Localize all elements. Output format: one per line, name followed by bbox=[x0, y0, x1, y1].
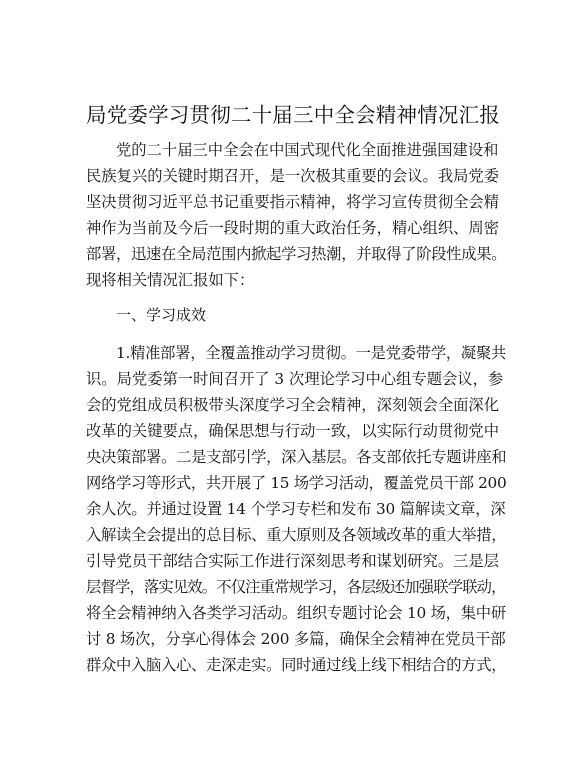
paragraph-line: 将全会精神纳入各类学习活动。组织专题讨论会 10 场，集中研 bbox=[86, 604, 506, 622]
paragraph-line: 余人次。并通过设置 14 个学习专栏和发布 30 篇解读文章，深 bbox=[86, 500, 506, 518]
paragraph-line: 现将相关情况汇报如下： bbox=[86, 271, 255, 289]
paragraph-line: 民族复兴的关键时期召开，是一次极其重要的会议。我局党委 bbox=[86, 167, 500, 185]
paragraph-line: 神作为当前及今后一段时期的重大政治任务，精心组织、周密 bbox=[86, 219, 500, 237]
paragraph-line: 坚决贯彻习近平总书记重要指示精神，将学习宣传贯彻全会精 bbox=[86, 193, 500, 211]
paragraph-line: 入解读全会提出的总目标、重大原则及各领域改革的重大举措， bbox=[86, 526, 506, 544]
paragraph-line: 群众中入脑入心、走深走实。同时通过线上线下相结合的方式， bbox=[86, 656, 506, 674]
paragraph-line: 会的党组成员积极带头深度学习全会精神，深刻领会全面深化 bbox=[86, 396, 500, 414]
paragraph-line: 讨 8 场次，分享心得体会 200 多篇，确保全会精神在党员干部 bbox=[86, 630, 506, 648]
paragraph-line: 引导党员干部结合实际工作进行深刻思考和谋划研究。三是层 bbox=[86, 552, 500, 570]
paragraph-line: 网络学习等形式，共开展了 15 场学习活动，覆盖党员干部 200 bbox=[86, 474, 506, 492]
paragraph-line: 部署，迅速在全局范围内掀起学习热潮，并取得了阶段性成果。 bbox=[86, 245, 506, 263]
document-title: 局党委学习贯彻二十届三中全会精神情况汇报 bbox=[86, 103, 500, 127]
paragraph-line: 改革的关键要点，确保思想与行动一致，以实际行动贯彻党中 bbox=[86, 422, 500, 440]
paragraph-line: 央决策部署。二是支部引学，深入基层。各支部依托专题讲座和 bbox=[86, 448, 506, 466]
paragraph-line: 党的二十届三中全会在中国式现代化全面推进强国建设和 bbox=[116, 141, 499, 159]
paragraph-line: 识。局党委第一时间召开了 3 次理论学习中心组专题会议，参 bbox=[86, 370, 504, 388]
paragraph-line: 1.精准部署，全覆盖推动学习贯彻。一是党委带学，凝聚共 bbox=[116, 344, 506, 362]
section-heading: 一、学习成效 bbox=[116, 306, 207, 324]
paragraph-line: 层督学，落实见效。不仅注重常规学习，各层级还加强联学联动， bbox=[86, 578, 506, 596]
